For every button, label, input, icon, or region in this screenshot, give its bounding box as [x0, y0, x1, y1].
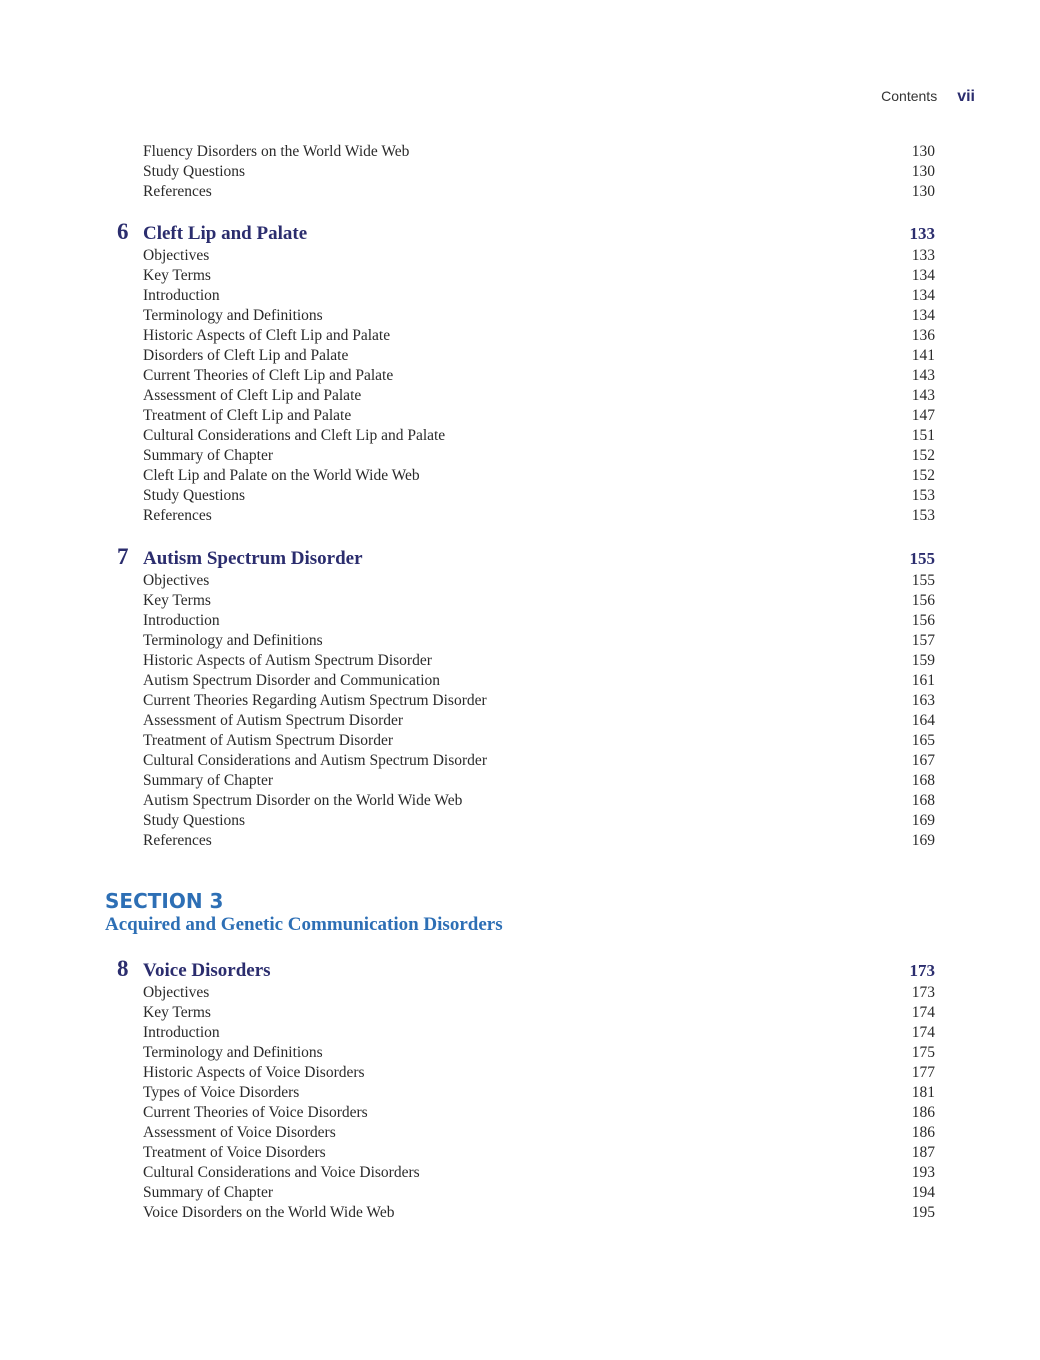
toc-entry-page: 153 — [911, 507, 935, 524]
toc-entry-page: 130 — [911, 183, 935, 200]
toc-entry-title: Historic Aspects of Autism Spectrum Disorder — [143, 652, 432, 669]
toc-entry-page: 186 — [911, 1104, 935, 1121]
toc-entry-title: Introduction — [143, 1024, 220, 1041]
toc-entry-title: Current Theories of Cleft Lip and Palate — [143, 367, 394, 384]
toc-entry-title: Assessment of Autism Spectrum Disorder — [143, 712, 404, 729]
toc-entry-page: 152 — [911, 467, 935, 484]
toc-entry[interactable] — [0, 983, 1040, 1003]
chapter-number: 6 — [117, 219, 129, 244]
toc-entry[interactable] — [0, 1103, 1040, 1123]
chapter-heading[interactable] — [0, 219, 1040, 246]
toc-entry[interactable] — [0, 1023, 1040, 1043]
continued-entries — [0, 142, 1040, 202]
toc-entry-page: 186 — [911, 1124, 935, 1141]
toc-entry-title: Key Terms — [143, 592, 211, 609]
toc-entry-page: 133 — [911, 247, 935, 264]
toc-entry-page: 169 — [911, 832, 935, 849]
toc-entry-title: Historic Aspects of Cleft Lip and Palate — [143, 327, 391, 344]
toc-entry[interactable] — [0, 831, 1040, 851]
toc-entry[interactable] — [0, 771, 1040, 791]
toc-entry-title: Terminology and Definitions — [143, 1044, 323, 1061]
chapter-page: 133 — [909, 224, 935, 243]
toc-entry-title: Assessment of Voice Disorders — [143, 1124, 336, 1141]
toc-entry-page: 151 — [911, 427, 935, 444]
toc-entry[interactable] — [0, 751, 1040, 771]
toc-entry-title: Voice Disorders on the World Wide Web — [143, 1204, 395, 1221]
toc-entry[interactable] — [0, 1083, 1040, 1103]
chapter-8-block — [0, 956, 1040, 1223]
toc-entry-page: 134 — [911, 307, 935, 324]
chapter-6-block — [0, 219, 1040, 526]
toc-entry-page: 159 — [911, 652, 935, 669]
toc-entry-page: 168 — [911, 792, 935, 809]
toc-entry[interactable] — [0, 246, 1040, 266]
toc-entry-page: 152 — [911, 447, 935, 464]
toc-entry[interactable] — [0, 306, 1040, 326]
chapter-7-block — [0, 544, 1040, 851]
toc-entry-title: Objectives — [143, 984, 210, 1001]
toc-entry-title: Historic Aspects of Voice Disorders — [143, 1064, 365, 1081]
running-head — [881, 88, 975, 106]
toc-entry-page: 155 — [911, 572, 935, 589]
toc-entry-title: References — [143, 832, 212, 849]
chapter-6-entries — [0, 246, 1040, 526]
toc-entry-title: Terminology and Definitions — [143, 632, 323, 649]
toc-entry[interactable] — [0, 142, 1040, 162]
chapter-7-entries — [0, 571, 1040, 851]
chapter-heading[interactable] — [0, 544, 1040, 571]
toc-entry-title: Summary of Chapter — [143, 447, 274, 464]
toc-entry-title: Types of Voice Disorders — [143, 1084, 300, 1101]
toc-entry[interactable] — [0, 571, 1040, 591]
toc-entry-page: 136 — [911, 327, 935, 344]
toc-entry-title: Introduction — [143, 287, 220, 304]
toc-entry[interactable] — [0, 426, 1040, 446]
toc-entry-page: 153 — [911, 487, 935, 504]
toc-entry[interactable] — [0, 591, 1040, 611]
toc-entry[interactable] — [0, 506, 1040, 526]
toc-entry-title: Autism Spectrum Disorder on the World Wide Web — [143, 792, 463, 809]
toc-entry-page: 169 — [911, 812, 935, 829]
toc-entry-title: Summary of Chapter — [143, 1184, 274, 1201]
toc-entry-title: Disorders of Cleft Lip and Palate — [143, 347, 349, 364]
toc-entry-page: 141 — [911, 347, 935, 364]
toc-entry-title: Cleft Lip and Palate on the World Wide Web — [143, 467, 420, 484]
toc-entry[interactable] — [0, 406, 1040, 426]
toc-entry[interactable] — [0, 1123, 1040, 1143]
toc-entry[interactable] — [0, 1063, 1040, 1083]
toc-entry[interactable] — [0, 266, 1040, 286]
toc-entry[interactable] — [0, 1043, 1040, 1063]
toc-entry-title: Autism Spectrum Disorder and Communication — [143, 672, 441, 689]
toc-entry-page: 187 — [911, 1144, 935, 1161]
toc-entry-page: 134 — [911, 287, 935, 304]
toc-entry-page: 130 — [911, 143, 935, 160]
toc-entry-title: Fluency Disorders on the World Wide Web — [143, 143, 410, 160]
toc-entry[interactable] — [0, 366, 1040, 386]
toc-entry-title: Key Terms — [143, 1004, 211, 1021]
toc-entry-title: Terminology and Definitions — [143, 307, 323, 324]
toc-entry-title: Study Questions — [143, 163, 246, 180]
toc-entry-page: 130 — [911, 163, 935, 180]
toc-entry-page: 168 — [911, 772, 935, 789]
toc-entry-title: Summary of Chapter — [143, 772, 274, 789]
toc-entry[interactable] — [0, 711, 1040, 731]
toc-entry[interactable] — [0, 182, 1040, 202]
toc-entry[interactable] — [0, 162, 1040, 182]
toc-entry[interactable] — [0, 791, 1040, 811]
toc-entry-page: 181 — [911, 1084, 935, 1101]
toc-entry[interactable] — [0, 446, 1040, 466]
toc-entry-page: 173 — [911, 984, 935, 1001]
toc-entry-page: 165 — [911, 732, 935, 749]
toc-entry-page: 163 — [911, 692, 935, 709]
section-label: SECTION 3 — [105, 889, 224, 913]
chapter-number: 7 — [117, 544, 129, 569]
toc-entry[interactable] — [0, 1003, 1040, 1023]
toc-entry[interactable] — [0, 1163, 1040, 1183]
toc-entry-page: 175 — [911, 1044, 935, 1061]
chapter-title: Cleft Lip and Palate — [143, 223, 308, 244]
chapter-8-entries — [0, 983, 1040, 1223]
toc-entry-page: 174 — [911, 1004, 935, 1021]
chapter-heading[interactable] — [0, 956, 1040, 983]
toc-entry-page: 193 — [911, 1164, 935, 1181]
toc-entry-title: Current Theories of Voice Disorders — [143, 1104, 368, 1121]
toc-entry-title: Objectives — [143, 247, 210, 264]
toc-entry[interactable] — [0, 1143, 1040, 1163]
toc-entry-page: 194 — [911, 1184, 935, 1201]
toc-entry-page: 177 — [911, 1064, 935, 1081]
toc-entry-title: Introduction — [143, 612, 220, 629]
toc-entry[interactable] — [0, 466, 1040, 486]
toc-entry-title: Current Theories Regarding Autism Spectrum Disorder — [143, 692, 487, 709]
toc-entry[interactable] — [0, 286, 1040, 306]
toc-entry-page: 143 — [911, 387, 935, 404]
toc-entry-title: Assessment of Cleft Lip and Palate — [143, 387, 362, 404]
toc-entry-page: 161 — [911, 672, 935, 689]
toc-entry-title: Treatment of Cleft Lip and Palate — [143, 407, 352, 424]
toc-entry-page: 157 — [911, 632, 935, 649]
toc-entry-title: Cultural Considerations and Cleft Lip and Palate — [143, 427, 446, 444]
page-folio: vii — [957, 88, 975, 105]
toc-entry[interactable] — [0, 1183, 1040, 1203]
toc-entry-page: 147 — [911, 407, 935, 424]
toc-entry[interactable] — [0, 346, 1040, 366]
toc-entry-page: 134 — [911, 267, 935, 284]
toc-entry-title: Cultural Considerations and Voice Disorders — [143, 1164, 420, 1181]
toc-entry[interactable] — [0, 671, 1040, 691]
toc-entry[interactable] — [0, 611, 1040, 631]
chapter-page: 173 — [909, 961, 935, 980]
toc-entry-page: 156 — [911, 612, 935, 629]
section-title[interactable]: Acquired and Genetic Communication Disorders — [105, 914, 503, 935]
toc-entry-title: Treatment of Autism Spectrum Disorder — [143, 732, 393, 749]
toc-entry-title: Study Questions — [143, 812, 246, 829]
toc-entry-title: Key Terms — [143, 267, 211, 284]
toc-entry-page: 143 — [911, 367, 935, 384]
chapter-number: 8 — [117, 956, 129, 981]
toc-entry[interactable] — [0, 1203, 1040, 1223]
toc-entry-title: References — [143, 507, 212, 524]
toc-entry-title: Study Questions — [143, 487, 246, 504]
toc-entry[interactable] — [0, 811, 1040, 831]
chapter-page: 155 — [909, 549, 935, 568]
toc-entry[interactable] — [0, 731, 1040, 751]
running-head-label: Contents — [881, 88, 938, 104]
toc-entry[interactable] — [0, 386, 1040, 406]
toc-entry-page: 174 — [911, 1024, 935, 1041]
toc-entry[interactable] — [0, 486, 1040, 506]
toc-entry-page: 164 — [911, 712, 935, 729]
toc-entry[interactable] — [0, 326, 1040, 346]
toc-entry-page: 167 — [911, 752, 935, 769]
chapter-title: Voice Disorders — [143, 960, 271, 981]
toc-entry[interactable] — [0, 631, 1040, 651]
toc-entry-title: Treatment of Voice Disorders — [143, 1144, 326, 1161]
toc-entry-page: 156 — [911, 592, 935, 609]
toc-entry-page: 195 — [911, 1204, 935, 1221]
toc-entry-title: Objectives — [143, 572, 210, 589]
toc-entry[interactable] — [0, 651, 1040, 671]
toc-entry-title: References — [143, 183, 212, 200]
chapter-title: Autism Spectrum Disorder — [143, 548, 363, 569]
toc-entry-title: Cultural Considerations and Autism Spectrum Disorder — [143, 752, 487, 769]
toc-entry[interactable] — [0, 691, 1040, 711]
